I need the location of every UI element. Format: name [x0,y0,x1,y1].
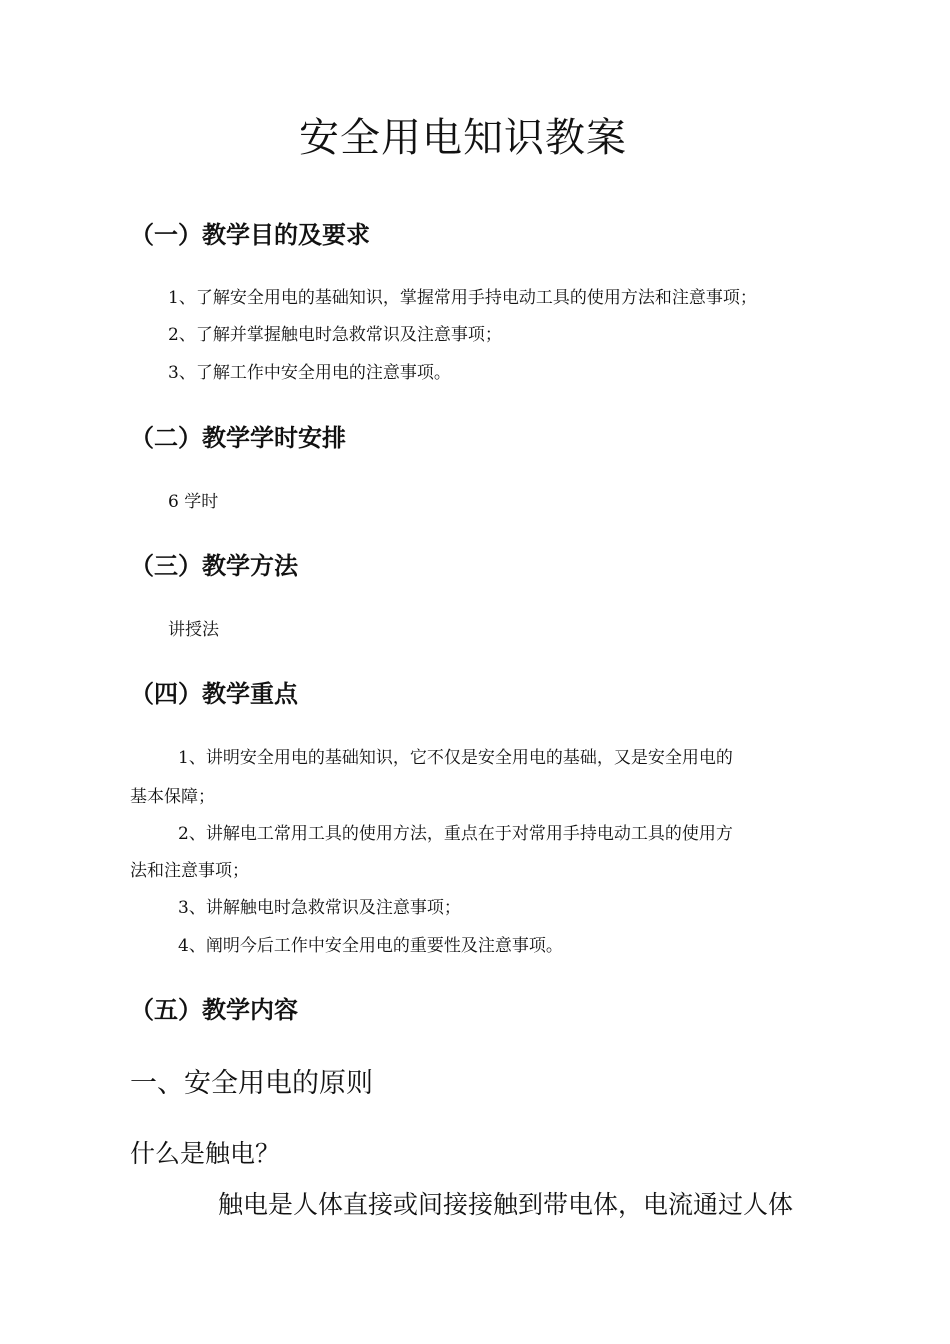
objective-item-2: 2、了解并掌握触电时急救常识及注意事项； [168,325,502,345]
question-text: 什么是触电？ [130,1139,281,1168]
section-heading-keypoints: （四）教学重点 [130,680,298,708]
document-title: 安全用电知识教案 [299,115,627,161]
section-heading-objectives: （一）教学目的及要求 [130,221,370,249]
keypoint-item-1-cont: 基本保障； [130,787,215,807]
keypoint-item-2-cont: 法和注意事项； [130,861,249,881]
hours-text: 6 学时 [168,492,219,512]
chapter-heading: 一、安全用电的原则 [130,1068,373,1099]
keypoint-item-2: 2、讲解电工常用工具的使用方法，重点在于对常用手持电动工具的使用方 [178,824,733,844]
keypoint-item-1: 1、讲明安全用电的基础知识，它不仅是安全用电的基础，又是安全用电的 [178,748,733,768]
section-heading-content: （五）教学内容 [130,996,298,1024]
objective-item-1: 1、了解安全用电的基础知识，掌握常用手持电动工具的使用方法和注意事项； [168,288,757,308]
answer-text: 触电是人体直接或间接接触到带电体，电流通过人体 [218,1190,794,1219]
method-text: 讲授法 [168,620,219,640]
keypoint-item-3: 3、讲解触电时急救常识及注意事项； [178,898,461,918]
objective-item-3: 3、了解工作中安全用电的注意事项。 [168,363,451,383]
section-heading-method: （三）教学方法 [130,552,298,580]
section-heading-hours: （二）教学学时安排 [130,424,346,452]
keypoint-item-4: 4、阐明今后工作中安全用电的重要性及注意事项。 [178,936,563,956]
